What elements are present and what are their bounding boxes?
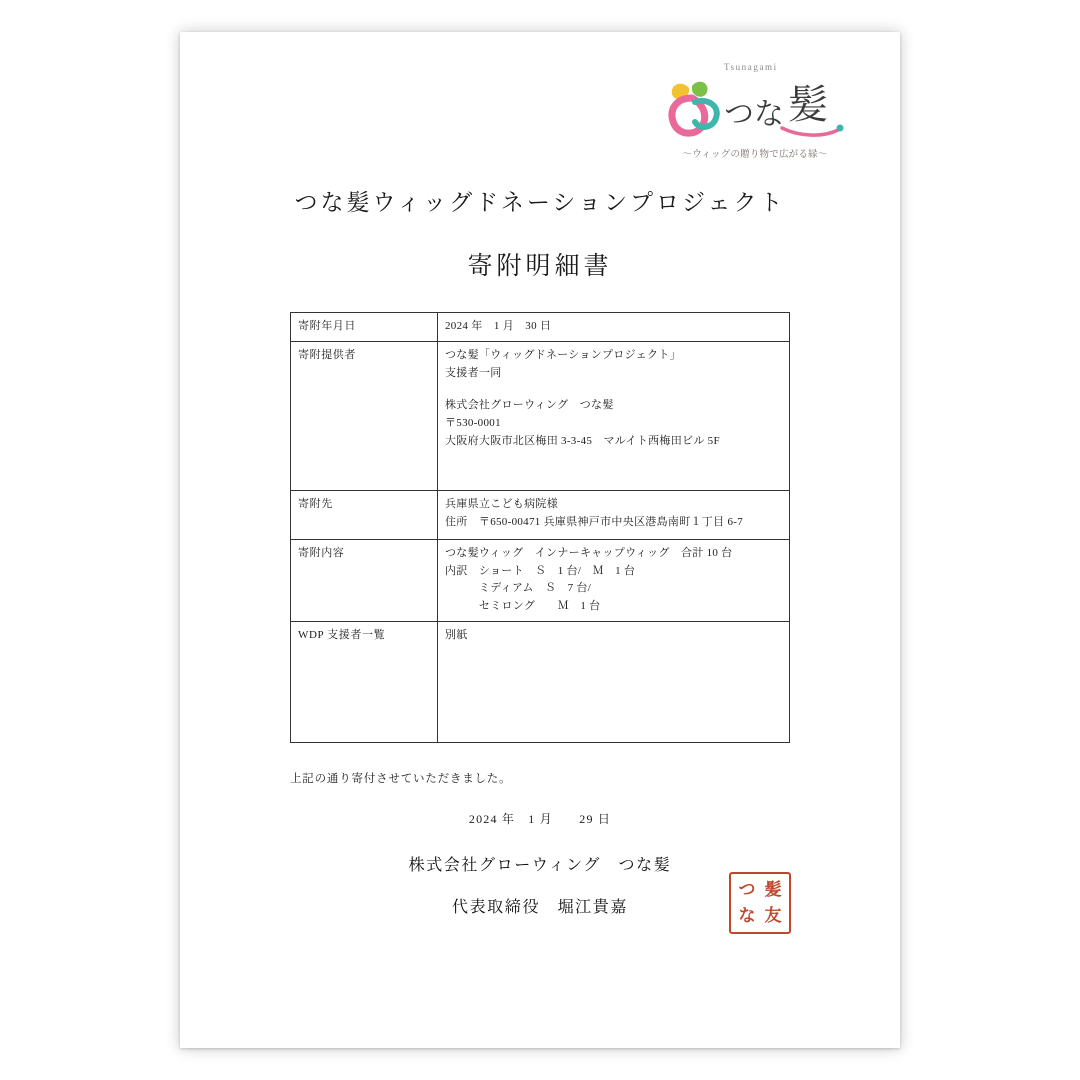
- value-line: 兵庫県立こども病院様: [445, 497, 558, 510]
- value-line: ミディアム Ｓ 7 台/: [445, 582, 592, 595]
- svg-text:つな: つな: [724, 97, 784, 132]
- value-line: 内訳 ショート Ｓ 1 台/ Ｍ 1 台: [445, 564, 636, 577]
- svg-text:髪: 髪: [788, 82, 828, 128]
- row-value: [438, 313, 790, 342]
- seal-char: つ: [738, 879, 756, 900]
- value-line: つな髪「ウィッグドネーションプロジェクト」: [445, 348, 681, 361]
- value-spacer: [445, 382, 782, 397]
- row-label: 寄附年月日: [291, 313, 438, 342]
- value-line: 株式会社グローウィング つな髪: [445, 399, 614, 412]
- row-label: WDP 支援者一覧: [291, 622, 438, 743]
- logo-tagline: 〜ウィッグの贈り物で広がる縁〜: [682, 149, 828, 160]
- value-line: 〒530-0001: [445, 417, 501, 430]
- row-label: 寄附内容: [291, 539, 438, 621]
- document-sheet: [180, 32, 900, 1048]
- table-row: [291, 313, 790, 342]
- row-value: [438, 539, 790, 621]
- page-title: つな髪ウィッグドネーションプロジェクト: [294, 190, 786, 215]
- brand-logo: [662, 60, 852, 170]
- logo-mark-icon: [662, 72, 848, 144]
- document-content: [180, 32, 900, 1048]
- company-seal-stamp: [729, 872, 791, 934]
- row-label: 寄附提供者: [291, 341, 438, 490]
- page-subtitle: 寄附明細書: [467, 253, 613, 280]
- seal-characters: [734, 877, 786, 929]
- value-line: 別紙: [445, 629, 468, 642]
- row-value: [438, 622, 790, 743]
- value-line: 住所 〒650-00471 兵庫県神戸市中央区港島南町１丁目 6-7: [445, 515, 744, 528]
- table-row: [291, 539, 790, 621]
- signature-date: 2024 年 1 月 29 日: [468, 812, 612, 826]
- row-label: 寄附先: [291, 490, 438, 539]
- value-line: セミロング Ｍ 1 台: [445, 600, 601, 613]
- donation-detail-table: [290, 312, 790, 743]
- value-line: 支援者一同: [445, 366, 502, 379]
- value-line: 大阪府大阪市北区梅田 3-3-45 マルイト西梅田ビル 5F: [445, 435, 720, 448]
- value-line: 2024 年 1 月 30 日: [445, 320, 552, 332]
- seal-char: 髪: [764, 879, 782, 900]
- table-row: [291, 341, 790, 490]
- row-value: [438, 341, 790, 490]
- row-value: [438, 490, 790, 539]
- seal-char: な: [738, 905, 756, 926]
- table-row: [291, 490, 790, 539]
- logo-romaji-label: Tsunagami: [724, 62, 778, 72]
- statement-text: 上記の通り寄付させていただきました。: [290, 773, 512, 785]
- table-row: [291, 622, 790, 743]
- value-line: つな髪ウィッグ インナーキャップウィッグ 合計 10 台: [445, 546, 733, 559]
- seal-char: 友: [764, 905, 782, 926]
- signature-person: 代表取締役 堀江貴嘉: [451, 899, 628, 916]
- signature-company: 株式会社グローウィング つな髪: [408, 857, 672, 874]
